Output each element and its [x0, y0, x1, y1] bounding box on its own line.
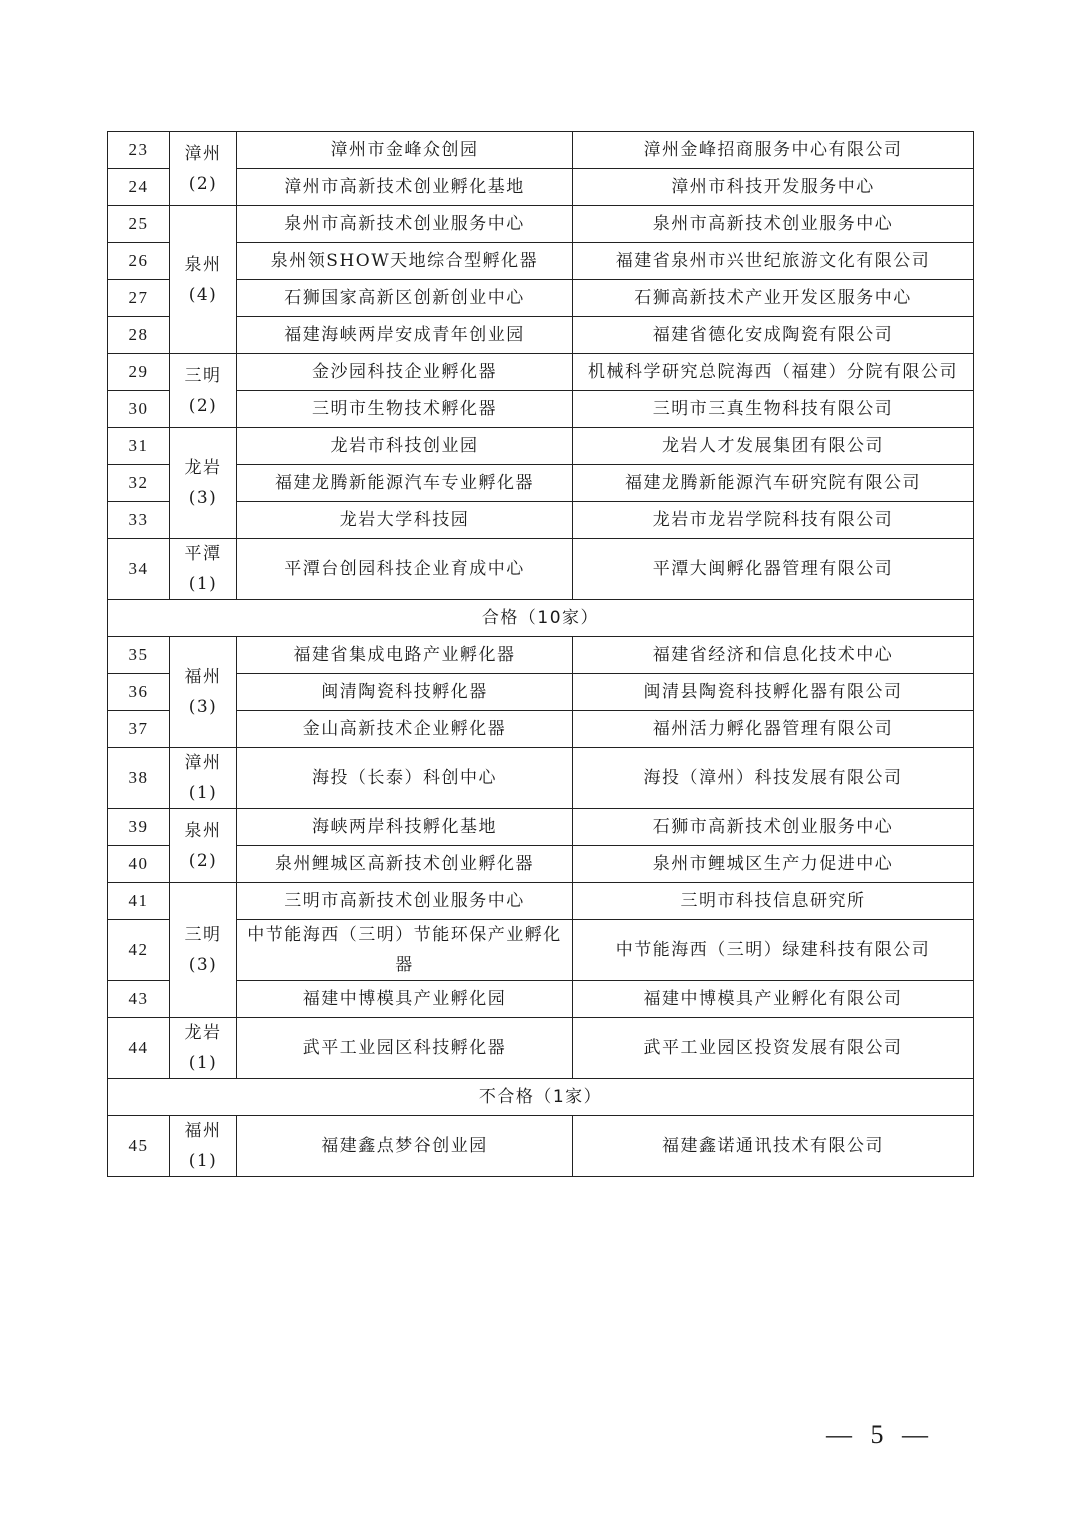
- incubator-name: 金沙园科技企业孵化器: [237, 354, 573, 391]
- operating-organization: 三明市三真生物科技有限公司: [573, 391, 974, 428]
- incubator-table: [107, 131, 974, 1177]
- section-header: 合格（10家）: [108, 600, 974, 637]
- section-row: [108, 600, 974, 637]
- operating-organization: 泉州市鲤城区生产力促进中心: [573, 846, 974, 883]
- table-row: [108, 637, 974, 674]
- row-number: 39: [108, 809, 170, 846]
- city-name: 泉州: [184, 820, 222, 841]
- incubator-name: 海投（长泰）科创中心: [237, 748, 573, 809]
- city-name: 龙岩: [184, 458, 222, 478]
- operating-organization: 机械科学研究总院海西（福建）分院有限公司: [573, 354, 974, 391]
- city-cell: [170, 637, 237, 748]
- city-name: 龙岩: [184, 1023, 222, 1043]
- section-header: 不合格（1家）: [108, 1079, 974, 1116]
- city-count: (2): [188, 395, 218, 416]
- table-row: [108, 169, 974, 206]
- city-name: 福州: [184, 667, 222, 687]
- incubator-name: 龙岩市科技创业园: [237, 428, 573, 465]
- table-row: [108, 428, 974, 465]
- city-count: (3): [188, 488, 218, 508]
- city-cell: [170, 354, 237, 428]
- city-name: 漳州: [184, 143, 222, 164]
- table-row: [108, 883, 974, 920]
- table-row: [108, 206, 974, 243]
- incubator-name: 福建鑫点梦谷创业园: [237, 1116, 573, 1177]
- incubator-name: 泉州鲤城区高新技术创业孵化器: [237, 846, 573, 883]
- incubator-name: 泉州领SHOW天地综合型孵化器: [237, 243, 573, 280]
- table-row: [108, 465, 974, 502]
- operating-organization: 漳州市科技开发服务中心: [573, 169, 974, 206]
- operating-organization: 闽清县陶瓷科技孵化器有限公司: [573, 674, 974, 711]
- row-number: 38: [108, 748, 170, 809]
- incubator-name: 中节能海西（三明）节能环保产业孵化器: [237, 920, 573, 981]
- city-name: 三明: [184, 365, 222, 386]
- operating-organization: 福建省经济和信息化技术中心: [573, 637, 974, 674]
- city-cell: [170, 539, 237, 600]
- incubator-name: 福建龙腾新能源汽车专业孵化器: [237, 465, 573, 502]
- section-row: [108, 1079, 974, 1116]
- table-row: [108, 711, 974, 748]
- city-count: (1): [188, 1053, 218, 1073]
- row-number: 24: [108, 169, 170, 206]
- operating-organization: 福建中博模具产业孵化有限公司: [573, 981, 974, 1018]
- city-cell: [170, 428, 237, 539]
- row-number: 44: [108, 1018, 170, 1079]
- row-number: 36: [108, 674, 170, 711]
- row-number: 23: [108, 132, 170, 169]
- city-cell: [170, 206, 237, 354]
- incubator-name: 三明市高新技术创业服务中心: [237, 883, 573, 920]
- row-number: 37: [108, 711, 170, 748]
- row-number: 29: [108, 354, 170, 391]
- table-row: [108, 1018, 974, 1079]
- city-count: (4): [188, 284, 218, 305]
- row-number: 42: [108, 920, 170, 981]
- table-row: [108, 748, 974, 809]
- row-number: 41: [108, 883, 170, 920]
- city-cell: [170, 748, 237, 809]
- city-count: (1): [188, 1151, 218, 1171]
- table-row: [108, 809, 974, 846]
- table-row: [108, 674, 974, 711]
- incubator-name: 金山高新技术企业孵化器: [237, 711, 573, 748]
- incubator-name: 漳州市金峰众创园: [237, 132, 573, 169]
- operating-organization: 龙岩市龙岩学院科技有限公司: [573, 502, 974, 539]
- row-number: 40: [108, 846, 170, 883]
- row-number: 43: [108, 981, 170, 1018]
- table-row: [108, 280, 974, 317]
- city-name: 福州: [184, 1121, 222, 1141]
- table-row: [108, 981, 974, 1018]
- city-cell: [170, 809, 237, 883]
- incubator-name: 石狮国家高新区创新创业中心: [237, 280, 573, 317]
- row-number: 33: [108, 502, 170, 539]
- incubator-name: 武平工业园区科技孵化器: [237, 1018, 573, 1079]
- table-row: [108, 846, 974, 883]
- incubator-name: 平潭台创园科技企业育成中心: [237, 539, 573, 600]
- city-count: (2): [188, 173, 218, 194]
- city-count: (1): [188, 783, 218, 803]
- row-number: 30: [108, 391, 170, 428]
- operating-organization: 三明市科技信息研究所: [573, 883, 974, 920]
- row-number: 31: [108, 428, 170, 465]
- page-number: — 5 —: [826, 1420, 934, 1449]
- table-row: [108, 920, 974, 981]
- operating-organization: 福建鑫诺通讯技术有限公司: [573, 1116, 974, 1177]
- row-number: 34: [108, 539, 170, 600]
- row-number: 35: [108, 637, 170, 674]
- operating-organization: 海投（漳州）科技发展有限公司: [573, 748, 974, 809]
- table-row: [108, 243, 974, 280]
- operating-organization: 中节能海西（三明）绿建科技有限公司: [573, 920, 974, 981]
- row-number: 45: [108, 1116, 170, 1177]
- city-count: (1): [188, 574, 218, 594]
- operating-organization: 福建省泉州市兴世纪旅游文化有限公司: [573, 243, 974, 280]
- operating-organization: 石狮市高新技术创业服务中心: [573, 809, 974, 846]
- incubator-name: 福建中博模具产业孵化园: [237, 981, 573, 1018]
- city-cell: [170, 883, 237, 1018]
- table-row: [108, 1116, 974, 1177]
- table-row: [108, 354, 974, 391]
- city-name: 三明: [184, 925, 222, 945]
- operating-organization: 龙岩人才发展集团有限公司: [573, 428, 974, 465]
- city-cell: [170, 1018, 237, 1079]
- table-row: [108, 391, 974, 428]
- table-row: [108, 539, 974, 600]
- incubator-name: 龙岩大学科技园: [237, 502, 573, 539]
- table-row: [108, 132, 974, 169]
- operating-organization: 泉州市高新技术创业服务中心: [573, 206, 974, 243]
- operating-organization: 武平工业园区投资发展有限公司: [573, 1018, 974, 1079]
- incubator-name: 漳州市高新技术创业孵化基地: [237, 169, 573, 206]
- row-number: 25: [108, 206, 170, 243]
- operating-organization: 石狮高新技术产业开发区服务中心: [573, 280, 974, 317]
- incubator-name: 三明市生物技术孵化器: [237, 391, 573, 428]
- city-name: 漳州: [184, 753, 222, 773]
- operating-organization: 漳州金峰招商服务中心有限公司: [573, 132, 974, 169]
- city-cell: [170, 1116, 237, 1177]
- city-name: 泉州: [184, 254, 222, 275]
- operating-organization: 平潭大闽孵化器管理有限公司: [573, 539, 974, 600]
- incubator-name: 闽清陶瓷科技孵化器: [237, 674, 573, 711]
- city-count: (3): [188, 955, 218, 975]
- city-name: 平潭: [184, 544, 222, 564]
- city-cell: [170, 132, 237, 206]
- incubator-name: 福建海峡两岸安成青年创业园: [237, 317, 573, 354]
- operating-organization: 福建龙腾新能源汽车研究院有限公司: [573, 465, 974, 502]
- operating-organization: 福建省德化安成陶瓷有限公司: [573, 317, 974, 354]
- operating-organization: 福州活力孵化器管理有限公司: [573, 711, 974, 748]
- row-number: 32: [108, 465, 170, 502]
- row-number: 28: [108, 317, 170, 354]
- incubator-name: 海峡两岸科技孵化基地: [237, 809, 573, 846]
- city-count: (3): [188, 697, 218, 717]
- city-count: (2): [188, 850, 218, 871]
- row-number: 27: [108, 280, 170, 317]
- row-number: 26: [108, 243, 170, 280]
- incubator-name: 福建省集成电路产业孵化器: [237, 637, 573, 674]
- table-row: [108, 502, 974, 539]
- incubator-name: 泉州市高新技术创业服务中心: [237, 206, 573, 243]
- table-row: [108, 317, 974, 354]
